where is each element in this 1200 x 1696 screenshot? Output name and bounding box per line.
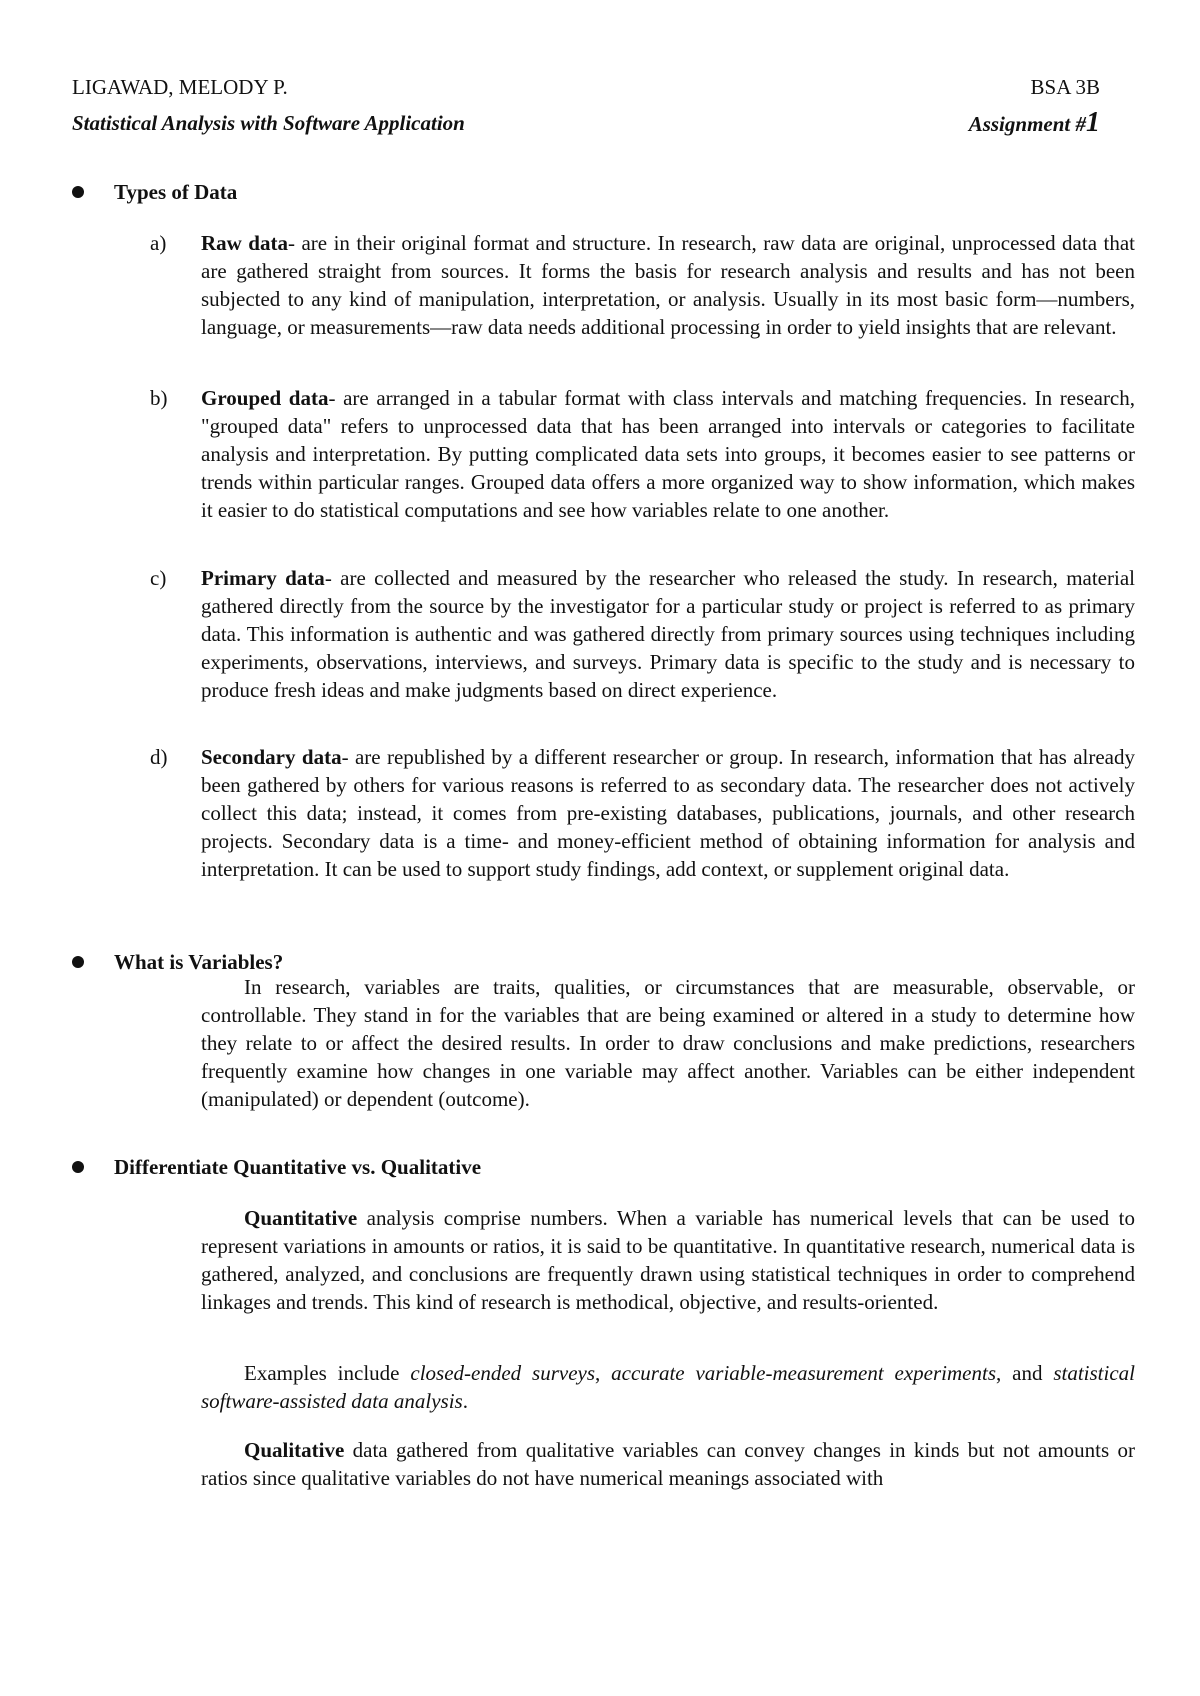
qualitative-text: data gathered from qualitative variables can convey changes in kinds but not amounts or ratios since qualitative variables do not have numerical meanings associated with	[201, 1438, 1135, 1490]
item-letter: b)	[150, 386, 168, 410]
list-item-raw-data	[150, 229, 1135, 341]
header-row-1	[72, 73, 1100, 101]
examples-end: .	[462, 1389, 468, 1413]
quantitative-text: analysis comprise numbers. When a variable has numerical levels that can be used to represent variations in amounts or ratios, it is said to be quantitative. In quantitative research, numerical data is gathered, analyzed, and conclusions are frequently drawn using statistical techniques in order to comprehend linkages and trends. This kind of research is methodical, objective, and results-oriented.	[201, 1206, 1135, 1314]
qualitative-term: Qualitative	[244, 1438, 345, 1462]
course-title: Statistical Analysis with Software Application	[72, 111, 465, 135]
examples-intro: Examples include	[244, 1361, 411, 1385]
example-1: closed-ended surveys	[410, 1361, 596, 1385]
section-heading-variables	[72, 948, 283, 976]
item-term: Primary data	[201, 566, 325, 590]
item-letter: d)	[150, 745, 168, 769]
quantitative-paragraph	[201, 1204, 1135, 1316]
item-term: Grouped data	[201, 386, 329, 410]
header-row-2	[72, 109, 1100, 138]
student-name: LIGAWAD, MELODY P.	[72, 75, 288, 99]
item-body	[201, 743, 1135, 883]
item-term: Secondary data	[201, 745, 342, 769]
item-term: Raw data	[201, 231, 288, 255]
example-3: statistical software-assisted data analysis	[201, 1361, 1136, 1413]
item-letter: c)	[150, 566, 167, 590]
bullet-icon	[72, 186, 84, 198]
item-text: - are in their original format and structure. In research, raw data are original, unprocessed data that are gathered straight from sources. It forms the basis for research analysis and results and has not been subjected to any kind of manipulation, interpretation, or analysis. Usually in its most basic form—numbers, language, or measurements—raw data needs additional processing in order to yield insights that are relevant.	[201, 231, 1135, 339]
item-text: - are collected and measured by the researcher who released the study. In research, material gathered directly from the source by the investigator for a particular study or project is referred to as primary data. This information is authentic and was gathered directly from primary sources using techniques including experiments, observations, interviews, and surveys. Primary data is specific to the study and is necessary to produce fresh ideas and make judgments based on direct experience.	[201, 566, 1135, 702]
examples-sep-2: , and	[996, 1361, 1054, 1385]
qualitative-paragraph	[201, 1436, 1135, 1492]
assignment-label: Assignment #	[968, 112, 1086, 136]
item-body	[201, 229, 1135, 341]
assignment-number: 1	[1086, 107, 1100, 138]
heading-text: Differentiate Quantitative vs. Qualitative	[114, 1155, 482, 1179]
item-body	[201, 384, 1135, 524]
list-item-secondary-data	[150, 743, 1135, 883]
example-2: accurate variable-measurement experiments	[611, 1361, 996, 1385]
item-text: - are republished by a different researcher or group. In research, information that has already been gathered by others for various reasons is referred to as secondary data. The researcher does not actively collect this data; instead, it comes from pre-existing databases, publications, journals, and other research projects. Secondary data is a time- and money-efficient method of obtaining information for analysis and interpretation. It can be used to support study findings, add context, or supplement original data.	[201, 745, 1135, 881]
list-item-primary-data	[150, 564, 1135, 704]
section-heading-quant-vs-qual	[72, 1153, 481, 1181]
bullet-icon	[72, 1161, 84, 1173]
student-section: BSA 3B	[1030, 75, 1100, 99]
variables-paragraph: In research, variables are traits, qualities, or circumstances that are measurable, observable, or controllable. They stand in for the variables that are being examined or altered in a study to determine how they relate to or affect the desired results. In order to draw conclusions and make predictions, researchers frequently examine how changes in one variable may affect another. Variables can be either independent (manipulated) or dependent (outcome).	[201, 975, 1135, 1111]
assignment-label-wrap	[969, 109, 1100, 138]
item-letter: a)	[150, 231, 167, 255]
heading-text: What is Variables?	[114, 950, 284, 974]
item-text: - are arranged in a tabular format with class intervals and matching frequencies. In research, "grouped data" refers to unprocessed data that has been arranged into intervals or categories to facilitate analysis and interpretation. By putting complicated data sets into groups, it becomes easier to see patterns or trends within particular ranges. Grouped data offers a more organized way to show information, which makes it easier to do statistical computations and see how variables relate to one another.	[201, 386, 1136, 522]
bullet-icon	[72, 956, 84, 968]
quantitative-term: Quantitative	[244, 1206, 358, 1230]
section-heading-types-of-data	[72, 178, 237, 206]
examples-paragraph	[201, 1359, 1135, 1415]
list-item-grouped-data	[150, 384, 1135, 524]
examples-sep-1: ,	[595, 1361, 612, 1385]
heading-text: Types of Data	[114, 180, 238, 204]
item-body	[201, 564, 1135, 704]
